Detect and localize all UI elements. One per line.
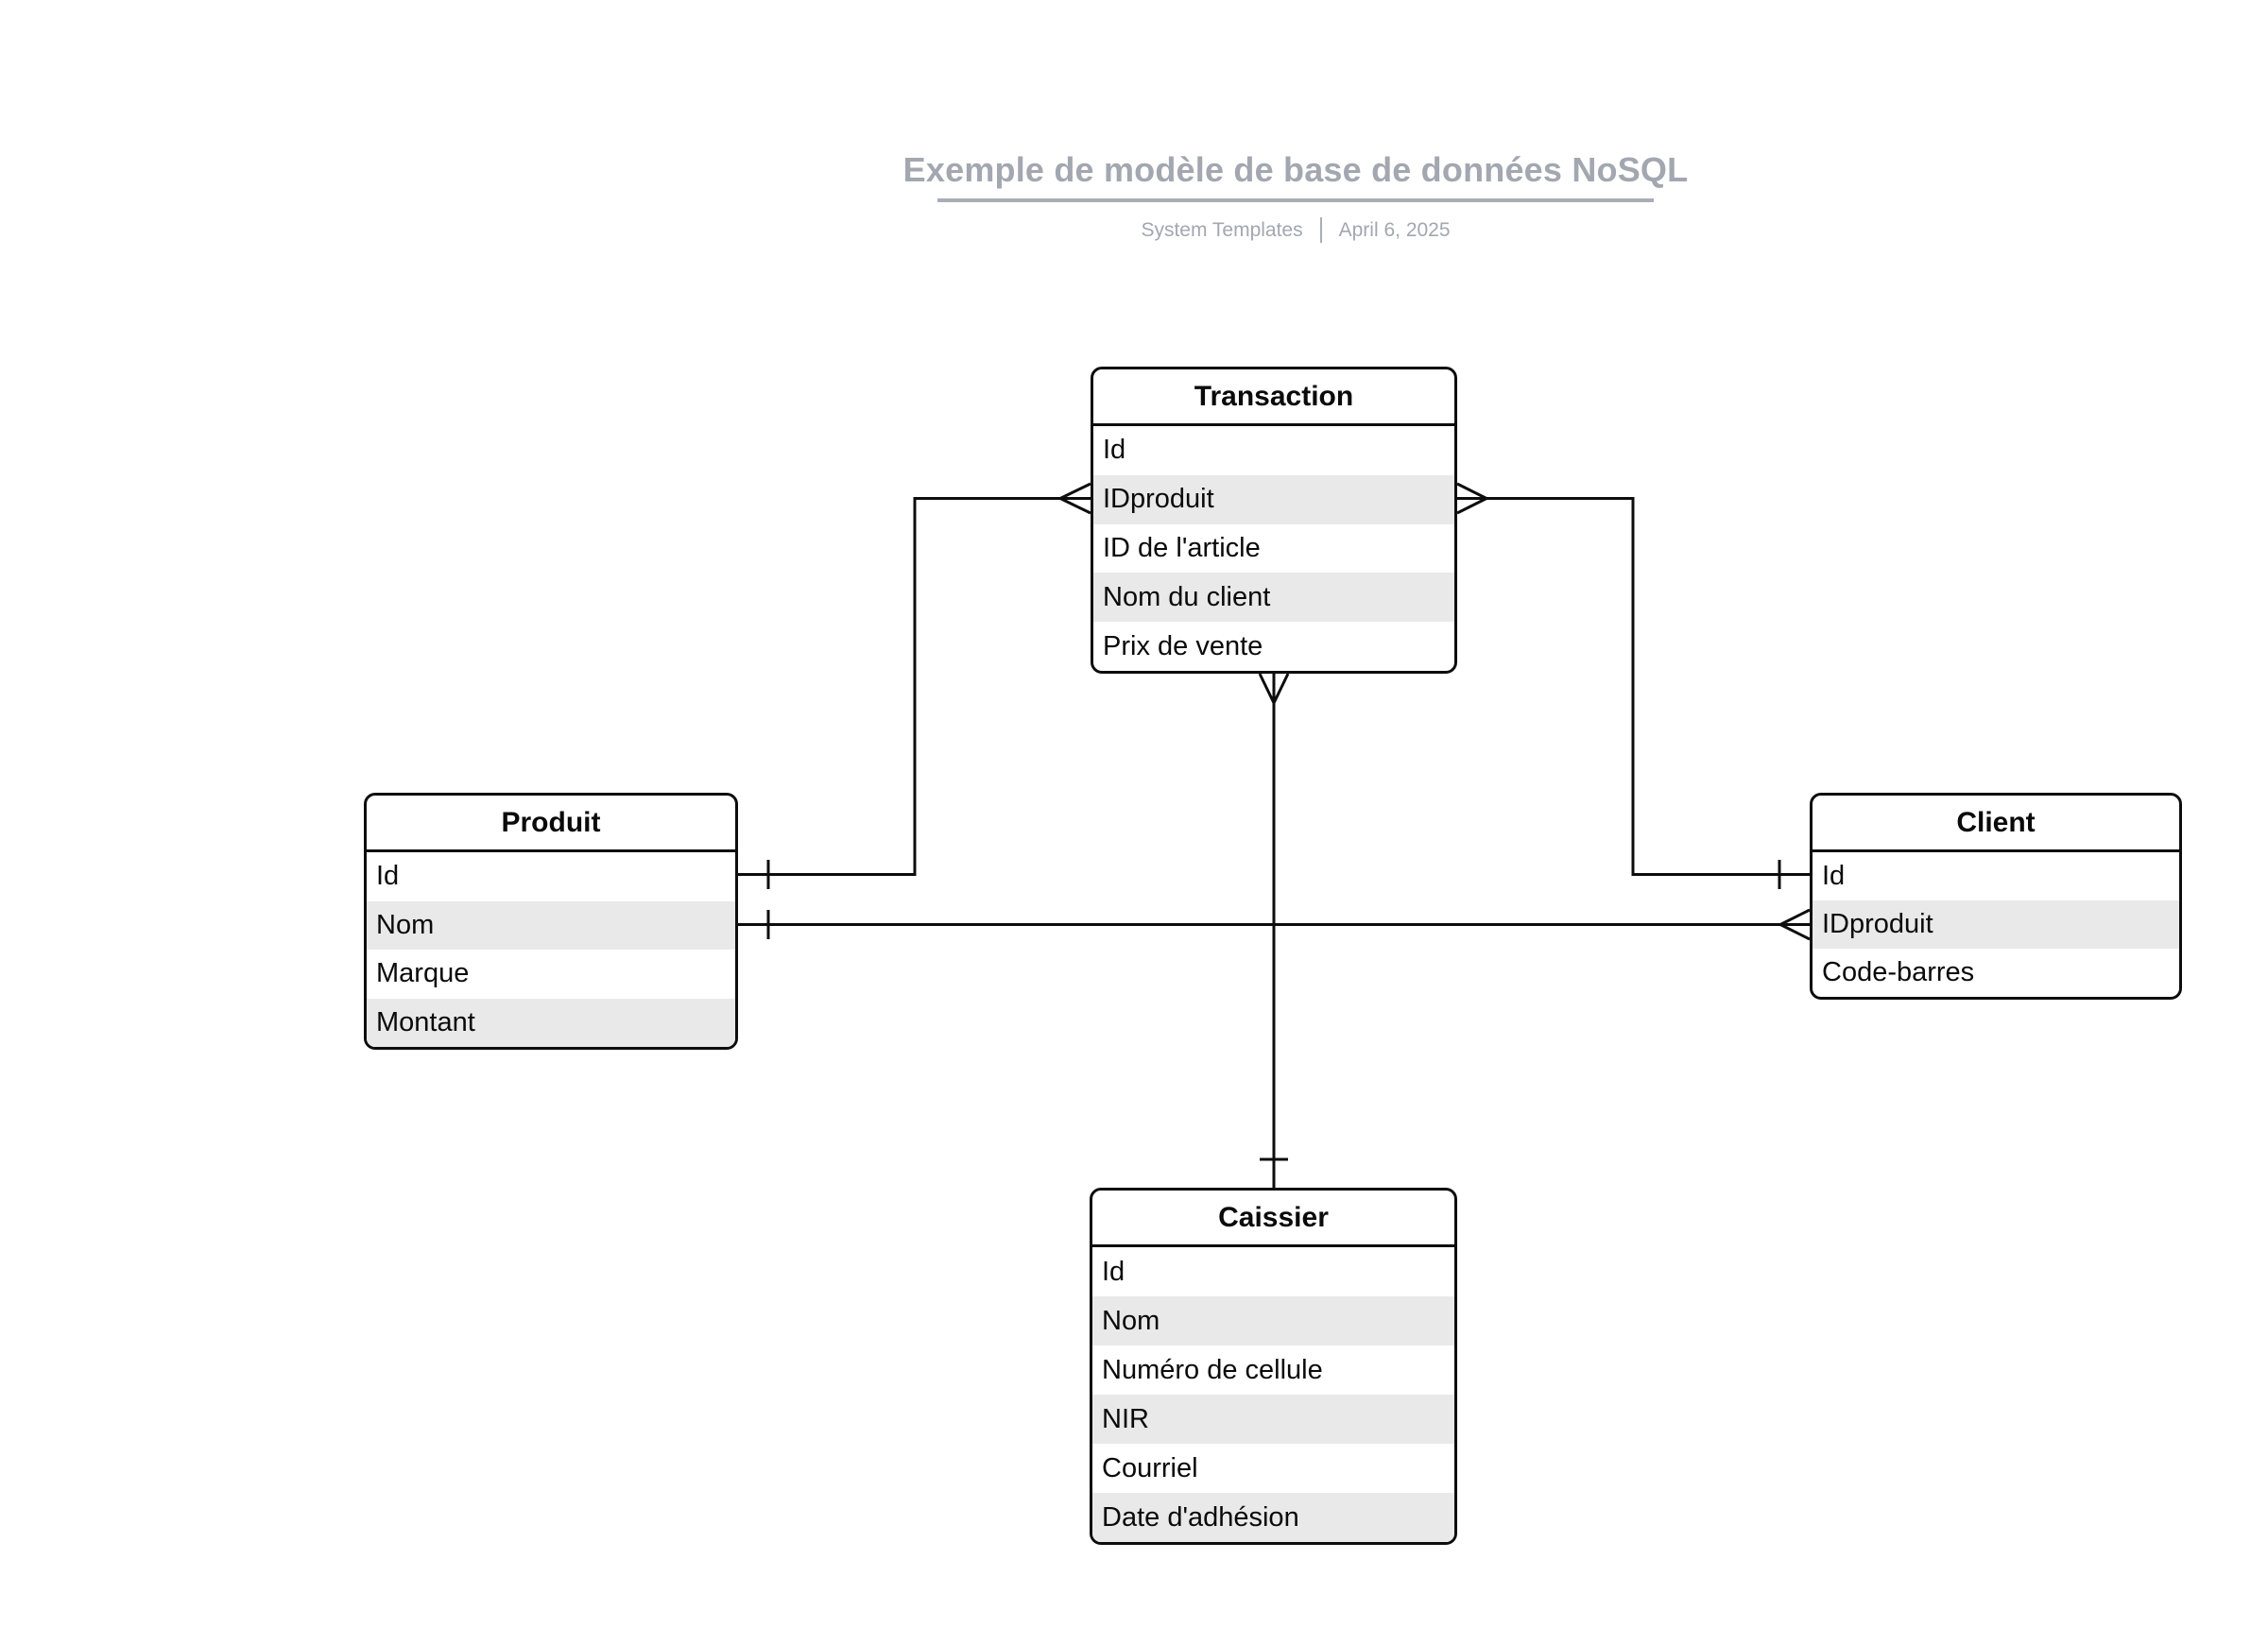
field-row: Id [1822,861,1846,891]
field-row: Id [1103,435,1126,466]
field-row: ID de l'article [1103,532,1261,563]
entity-transaction [1091,367,1457,674]
page-title: Exemple de modèle de base de données NoSQL [902,150,1689,189]
relationship-produit-transaction [738,484,1091,889]
subtitle-author: System Templates [1141,218,1303,241]
field-row: Nom du client [1093,573,1454,622]
entity-title: Client [1813,796,2179,852]
field-row: Date d'adhésion [1092,1493,1454,1542]
connector-line [738,499,1091,875]
entity-field-list [1813,852,2179,997]
relationship-client-transaction [1457,484,1810,889]
field-row: Id [1102,1256,1125,1287]
field-row: Nom [1092,1296,1454,1345]
field-row: IDproduit [1093,475,1454,524]
entity-title: Caissier [1092,1191,1454,1247]
field-row: Prix de vente [1103,630,1263,661]
field-row: Montant [367,999,735,1048]
field-row: Marque [376,958,470,989]
entity-title: Produit [367,796,735,852]
field-row: IDproduit [1813,900,2179,949]
field-row: Numéro de cellule [1102,1354,1323,1385]
entity-caissier [1090,1188,1457,1545]
field-row: Courriel [1102,1452,1198,1483]
relationship-caissier-transaction [1260,674,1288,1188]
entity-field-list [1092,1247,1454,1542]
entity-field-list [367,852,735,1047]
field-row: Nom [367,901,735,951]
field-row: Code-barres [1822,957,1975,987]
connector-line [1457,499,1810,875]
entity-produit [364,793,738,1050]
entity-client [1810,793,2182,1000]
subtitle-date: April 6, 2025 [1338,218,1451,241]
entity-title: Transaction [1093,369,1454,426]
field-row: NIR [1092,1395,1454,1444]
entity-field-list [1093,426,1454,671]
field-row: Id [376,861,400,892]
